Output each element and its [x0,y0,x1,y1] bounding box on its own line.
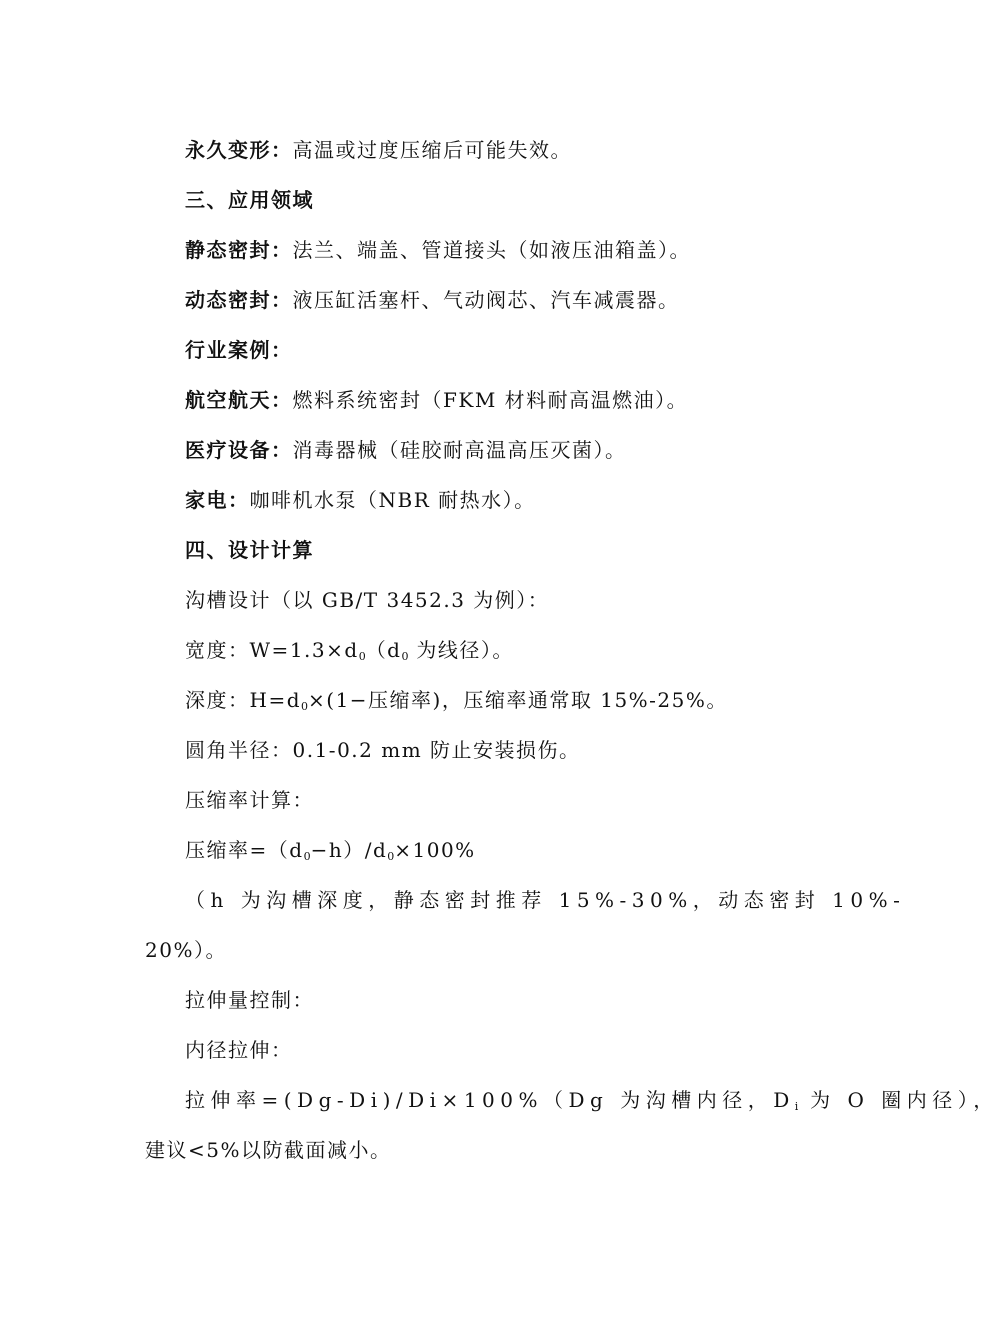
subscript: 0 [301,700,309,713]
paragraph-width-formula [185,636,514,671]
section-heading-applications: 三、应用领域 [185,188,314,212]
term-label: 医疗设备： [185,438,293,462]
paragraph-stretch-formula [185,1086,999,1121]
term-text: 法兰、端盖、管道接头（如液压油箱盖）。 [292,238,691,262]
formula-part: −h）/d [310,838,388,862]
subscript: 0 [401,650,409,663]
formula-part: 为 O 圈内径）， [798,1088,999,1112]
term-label: 永久变形： [185,138,293,162]
paragraph-compression-heading: 压缩率计算： [185,788,314,812]
paragraph-medical [185,436,627,464]
paragraph-inner-stretch: 内径拉伸： [185,1038,293,1062]
section-heading-design-calc: 四、设计计算 [185,538,314,562]
subscript: 0 [303,850,311,863]
term-label: 静态密封： [185,238,293,262]
paragraph-compression-note-cont: 20%）。 [145,938,227,962]
formula-part: 为线径）。 [408,638,514,662]
paragraph-compression-formula [185,836,476,871]
term-text: 液压缸活塞杆、气动阀芯、汽车减震器。 [292,288,680,312]
subscript: 0 [358,650,366,663]
subscript: i [794,1100,799,1113]
term-text: 消毒器械（硅胶耐高温高压灭菌）。 [292,438,627,462]
term-text: 咖啡机水泵（NBR 耐热水）。 [249,488,536,512]
term-label: 家电： [185,488,250,512]
paragraph-fillet-radius: 圆角半径：0.1-0.2 mm 防止安装损伤。 [185,738,581,762]
formula-part: 压缩率=（d [185,838,304,862]
paragraph-permanent-deformation [185,136,572,164]
term-label: 航空航天： [185,388,293,412]
paragraph-compression-note: （h 为沟槽深度，静态密封推荐 15%-30%，动态密封 10%- [185,888,906,912]
formula-part: 宽度：W=1.3×d [185,638,359,662]
subheading-industry-cases: 行业案例： [185,338,293,362]
term-text: 燃料系统密封（FKM 材料耐高温燃油）。 [292,388,689,412]
paragraph-stretch-control: 拉伸量控制： [185,988,314,1012]
paragraph-static-seal [185,236,691,264]
paragraph-stretch-recommendation: 建议<5%以防截面减小。 [145,1138,392,1162]
subscript: 0 [387,850,395,863]
paragraph-groove-design: 沟槽设计（以 GB/T 3452.3 为例）： [185,588,550,612]
term-label: 动态密封： [185,288,293,312]
formula-part: ×100% [394,838,476,862]
formula-part: 拉伸率=(Dg-Di)/Di×100%（Dg 为沟槽内径，D [185,1088,795,1112]
paragraph-depth-formula [185,686,728,721]
paragraph-dynamic-seal [185,286,680,314]
formula-part: ×(1−压缩率)，压缩率通常取 15%-25%。 [308,688,728,712]
paragraph-appliance [185,486,536,514]
formula-part: （d [365,638,402,662]
paragraph-aerospace [185,386,688,414]
term-text: 高温或过度压缩后可能失效。 [292,138,572,162]
formula-part: 深度：H=d [185,688,302,712]
